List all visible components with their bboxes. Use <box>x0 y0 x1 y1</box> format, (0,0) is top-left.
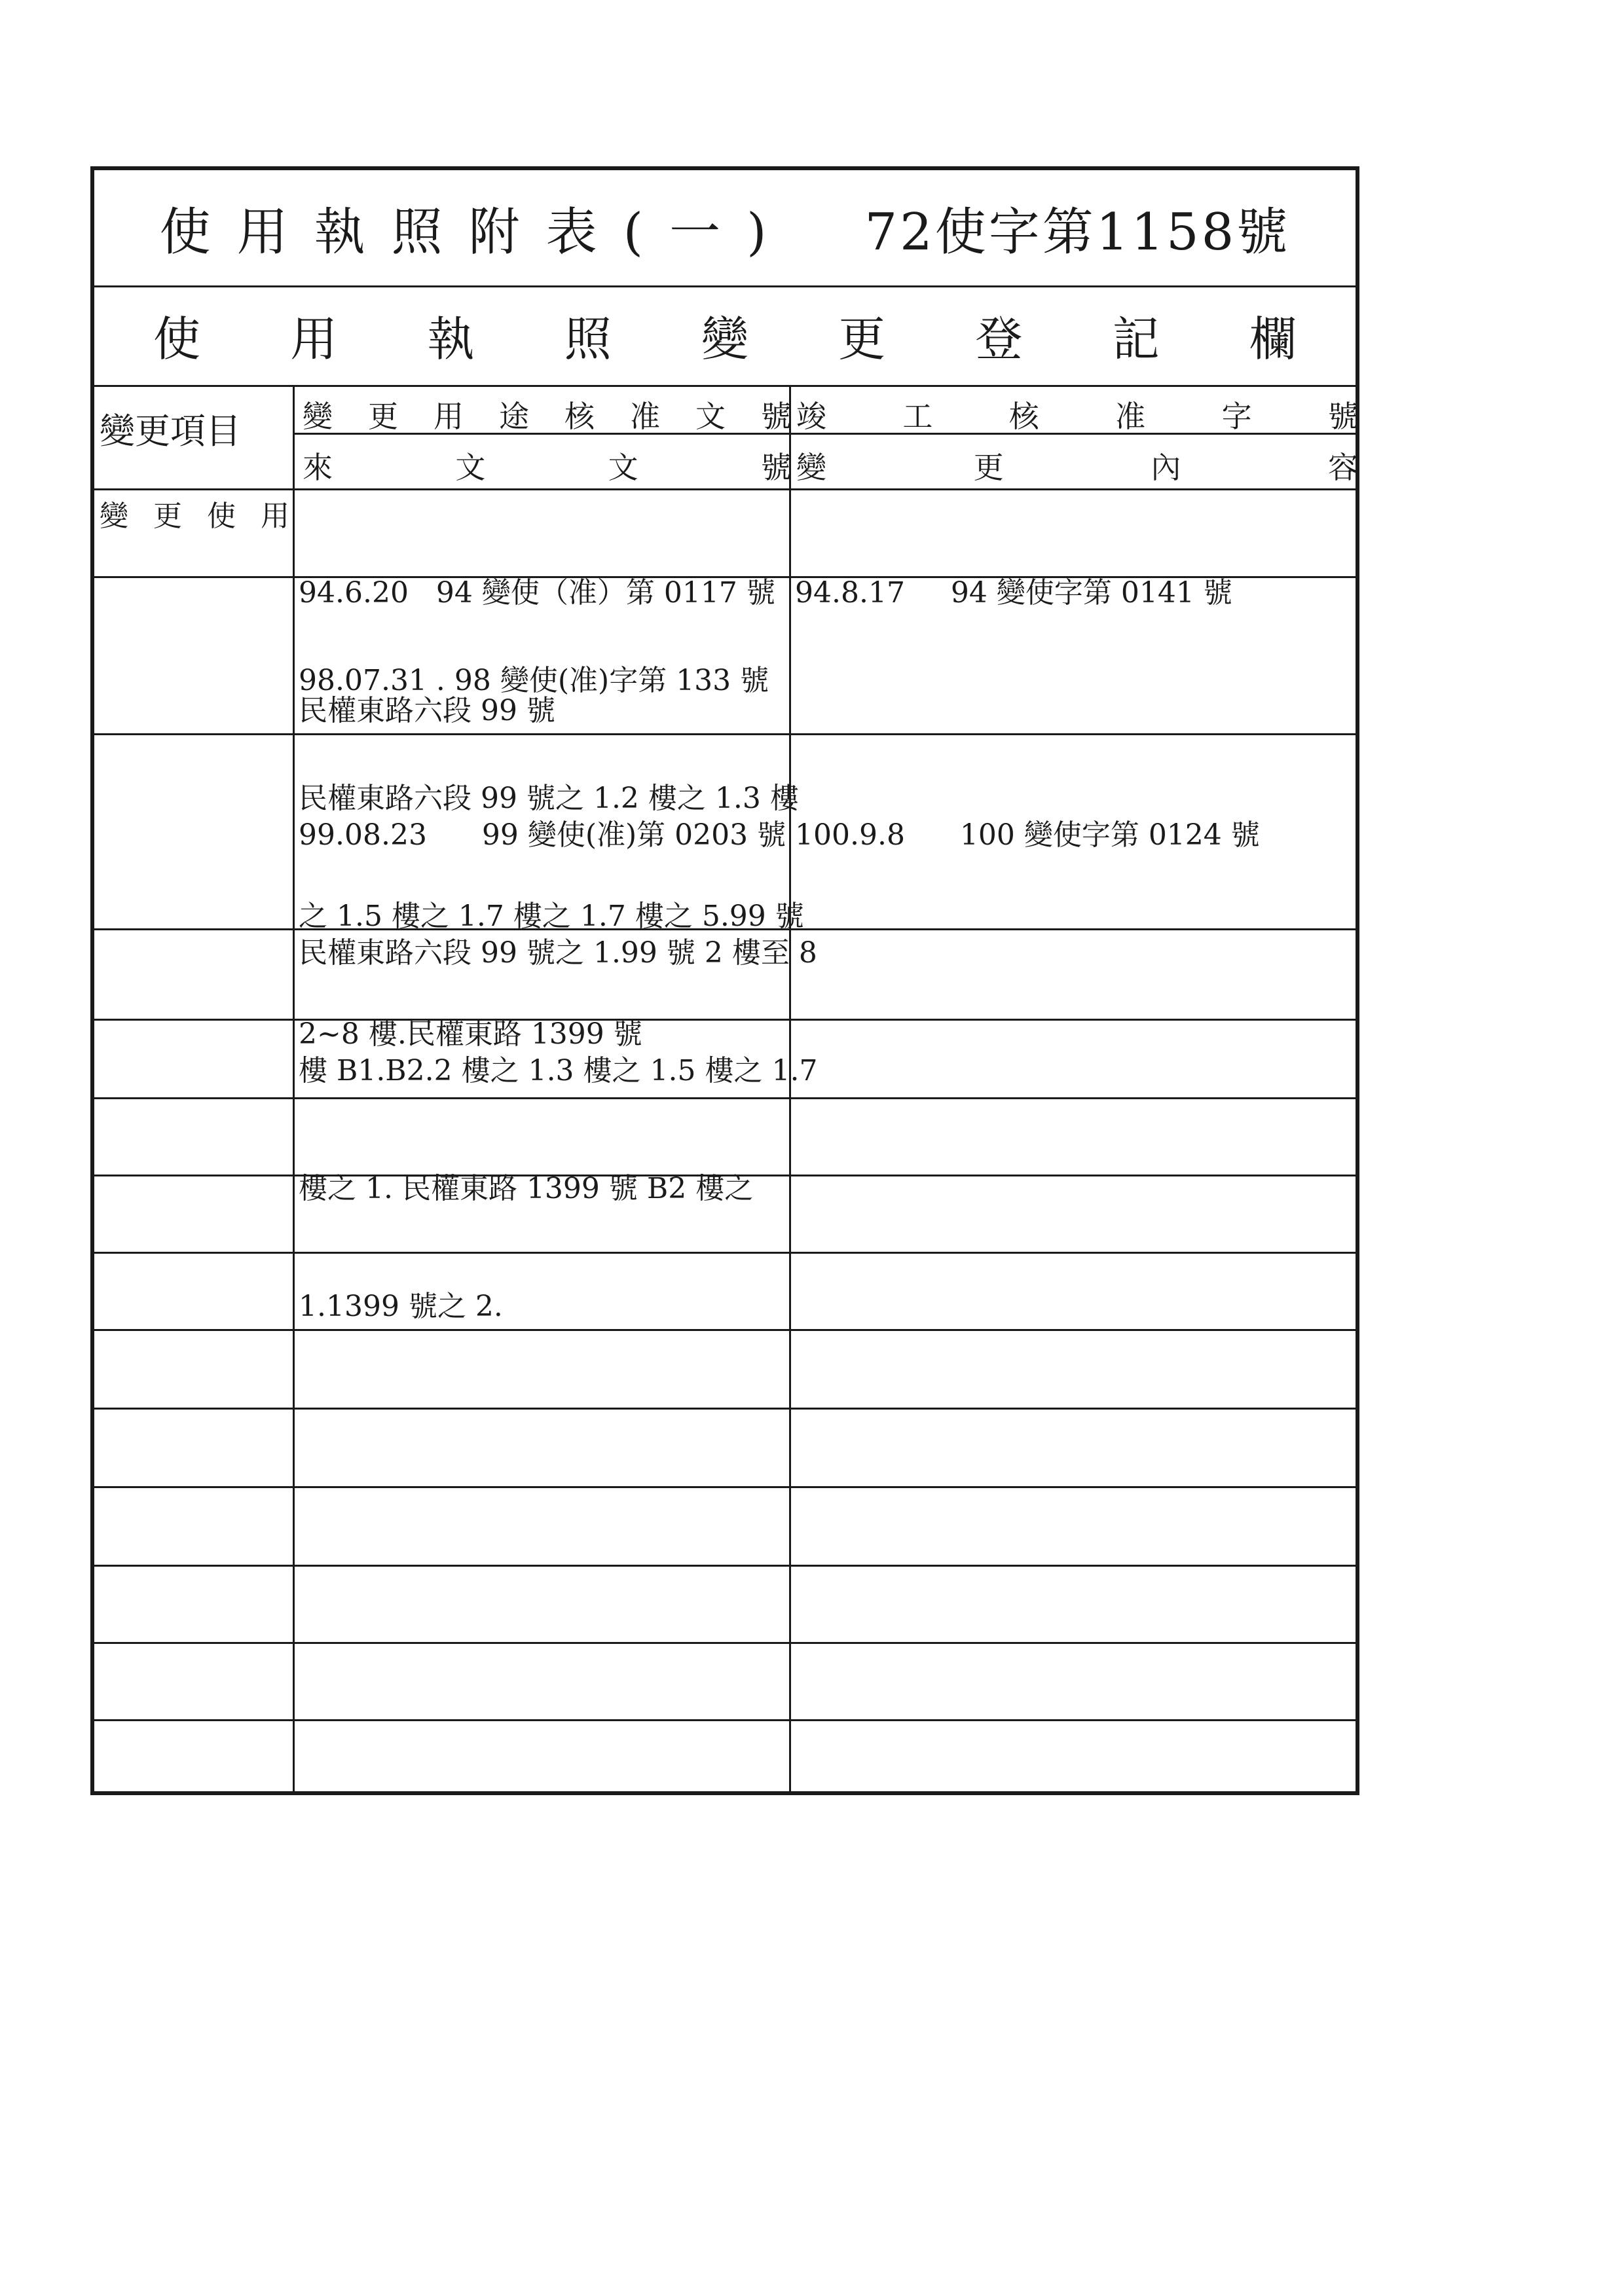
header-usage-doc-no <box>303 393 791 436</box>
header-char: 文 <box>695 399 726 434</box>
approval-line: 100.9.8 100 變使字第 0124 號 <box>795 818 1260 852</box>
header-completion-approval-no <box>796 393 1358 436</box>
header-char: 內 <box>1151 450 1181 485</box>
header-char: 變 <box>796 450 826 485</box>
column-divider-2 <box>789 385 791 1791</box>
subtitle-char: 登 <box>975 312 1023 367</box>
header-char: 變 <box>303 399 333 434</box>
doc-line: 樓之 1. 民權東路 1399 號 B2 樓之 <box>299 1172 754 1205</box>
empty-row-divider <box>94 1719 1356 1721</box>
header-inner-divider <box>295 433 1356 435</box>
item-char: 用 <box>261 500 289 533</box>
header-char: 號 <box>760 450 791 485</box>
header-char: 容 <box>1327 450 1358 485</box>
divider <box>94 576 1356 578</box>
item-char: 使 <box>207 500 236 533</box>
subtitle-char: 記 <box>1112 312 1160 367</box>
subtitle-char: 執 <box>427 312 475 367</box>
header-char: 號 <box>761 399 791 434</box>
title-main: 使用執照附表(一) <box>159 203 793 262</box>
doc-line: 樓 B1.B2.2 樓之 1.3 樓之 1.5 樓之 1.7 <box>299 1054 818 1087</box>
approval-line: 94.8.17 94 變使字第 0141 號 <box>795 576 1232 610</box>
doc-line: 98.07.31 . 98 變使(准)字第 133 號 <box>299 664 769 697</box>
doc-line: 民權東路六段 99 號 <box>299 694 555 727</box>
header-char: 更 <box>973 450 1004 485</box>
header-char: 用 <box>434 399 464 434</box>
header-char: 文 <box>608 450 638 485</box>
item-char: 更 <box>153 500 182 533</box>
doc-line: 民權東路六段 99 號之 1.99 號 2 樓至 8 <box>299 936 817 970</box>
item-char: 變 <box>100 500 128 533</box>
header-char: 准 <box>1115 399 1146 434</box>
empty-row-divider <box>94 1252 1356 1254</box>
row-1-item <box>100 492 289 534</box>
header-char: 核 <box>1008 399 1039 434</box>
doc-line: 94.6.20 94 變使（准）第 0117 號 <box>299 576 775 610</box>
divider <box>94 385 1356 387</box>
title-number: 72使字第1158號 <box>864 203 1291 262</box>
subtitle-char: 使 <box>153 312 201 367</box>
empty-row-divider <box>94 1019 1356 1021</box>
subtitle-char: 欄 <box>1249 312 1297 367</box>
header-change-content <box>796 444 1358 487</box>
subtitle-char: 變 <box>701 312 748 367</box>
header-char: 竣 <box>796 399 826 434</box>
header-change-item-label: 變更項目 <box>100 410 241 452</box>
empty-row-divider <box>94 1565 1356 1567</box>
doc-line: 民權東路六段 99 號之 1.2 樓之 1.3 樓 <box>299 782 799 815</box>
empty-row-divider <box>94 1329 1356 1331</box>
subtitle-char: 用 <box>290 312 338 367</box>
empty-row-divider <box>94 1175 1356 1176</box>
section-subtitle <box>153 285 1297 385</box>
divider <box>94 733 1356 735</box>
header-char: 來 <box>303 450 333 485</box>
empty-row-divider <box>94 1486 1356 1488</box>
document-title <box>94 170 1356 285</box>
doc-line: 1.1399 號之 2. <box>299 1290 503 1323</box>
header-char: 字 <box>1221 399 1252 434</box>
doc-line: 99.08.23 99 變使(准)第 0203 號 <box>299 818 786 852</box>
header-char: 更 <box>368 399 398 434</box>
header-char: 號 <box>1327 399 1358 434</box>
divider <box>94 928 1356 930</box>
doc-line: 2~8 樓.民權東路 1399 號 <box>299 1017 642 1051</box>
row-3-approval <box>795 737 1260 934</box>
subtitle-char: 更 <box>838 312 886 367</box>
divider <box>94 488 1356 490</box>
empty-row-divider <box>94 1408 1356 1410</box>
empty-row-divider <box>94 1642 1356 1644</box>
header-change-item <box>100 403 289 454</box>
header-char: 途 <box>499 399 529 434</box>
header-char: 文 <box>455 450 486 485</box>
empty-row-divider <box>94 1097 1356 1099</box>
header-char: 核 <box>564 399 595 434</box>
header-char: 工 <box>902 399 933 434</box>
header-incoming-doc-no <box>303 444 791 487</box>
doc-line: 之 1.5 樓之 1.7 樓之 1.7 樓之 5.99 號 <box>299 900 804 933</box>
subtitle-char: 照 <box>564 312 612 367</box>
row-3-doc <box>299 737 817 1405</box>
header-char: 准 <box>630 399 660 434</box>
column-divider-1 <box>293 385 295 1791</box>
license-appendix-table <box>90 166 1359 1795</box>
row-1-approval <box>795 495 1232 691</box>
